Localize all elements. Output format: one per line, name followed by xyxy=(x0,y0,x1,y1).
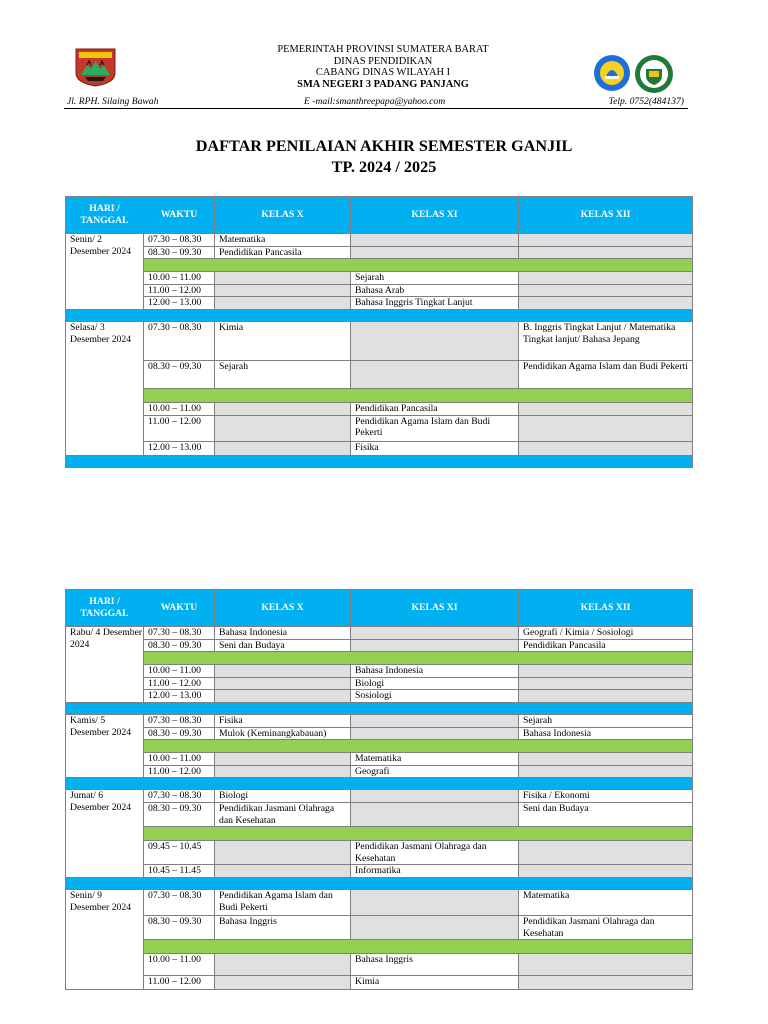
document-title: DAFTAR PENILAIAN AKHIR SEMESTER GANJIL xyxy=(195,137,573,155)
subject-cell-kelas-x: Biologi xyxy=(215,790,351,803)
day-separator-row xyxy=(66,778,693,790)
day-separator-cell xyxy=(66,702,693,714)
letterhead-line-branch: CABANG DINAS WILAYAH I xyxy=(315,67,451,79)
break-row xyxy=(66,388,693,402)
time-cell: 10.00 – 11.00 xyxy=(144,753,215,766)
subject-cell-kelas-xii: B. Inggris Tingkat Lanjut / Matematika Tingkat lanjut/ Bahasa Jepang xyxy=(519,321,693,360)
break-cell xyxy=(144,652,693,665)
header-kelas-xi: KELAS XI xyxy=(351,197,519,234)
time-cell: 11.00 – 12.00 xyxy=(144,415,215,441)
school-emblem-icon xyxy=(634,54,674,94)
letterhead-text xyxy=(188,44,578,90)
subject-cell-kelas-xii xyxy=(519,753,693,766)
day-date-cell: Selasa/ 3 Desember 2024 xyxy=(66,321,144,455)
time-cell: 10.00 – 11.00 xyxy=(144,272,215,285)
letterhead-phone: Telp. 0752(484137) xyxy=(608,96,684,107)
subject-cell-kelas-x: Bahasa Inggris xyxy=(215,915,351,939)
subject-cell-kelas-xi xyxy=(351,714,519,727)
day-separator-cell xyxy=(66,778,693,790)
break-cell xyxy=(144,740,693,753)
time-cell: 07.30 – 08.30 xyxy=(144,627,215,640)
subject-cell-kelas-xii xyxy=(519,677,693,690)
table-row xyxy=(66,865,693,878)
time-cell: 11.00 – 12.00 xyxy=(144,677,215,690)
subject-cell-kelas-x xyxy=(215,441,351,455)
time-cell: 08.30 – 09.30 xyxy=(144,727,215,740)
letterhead-line-province: PEMERINTAH PROVINSI SUMATERA BARAT xyxy=(277,44,489,55)
subject-cell-kelas-xi: Geografi xyxy=(351,765,519,778)
break-row xyxy=(66,827,693,841)
header-hari: HARI / TANGGAL xyxy=(66,590,144,627)
subject-cell-kelas-xii xyxy=(519,284,693,297)
subject-cell-kelas-x xyxy=(215,976,351,990)
subject-cell-kelas-xii xyxy=(519,976,693,990)
subject-cell-kelas-x xyxy=(215,865,351,878)
subject-cell-kelas-xi xyxy=(351,802,519,826)
subject-cell-kelas-xi: Sosiologi xyxy=(351,690,519,703)
time-cell: 07.30 – 08.30 xyxy=(144,714,215,727)
table-row xyxy=(66,677,693,690)
break-cell xyxy=(144,259,693,272)
time-cell: 11.00 – 12.00 xyxy=(144,976,215,990)
time-cell: 12.00 – 13.00 xyxy=(144,441,215,455)
time-cell: 07.30 – 08.30 xyxy=(144,790,215,803)
day-date-cell: Rabu/ 4 Desember 2024 xyxy=(66,627,144,703)
subject-cell-kelas-xi: Biologi xyxy=(351,677,519,690)
table-header-row xyxy=(66,590,693,627)
subject-cell-kelas-xii: Seni dan Budaya xyxy=(519,802,693,826)
subject-cell-kelas-xii: Pendidikan Agama Islam dan Budi Pekerti xyxy=(519,360,693,388)
subject-cell-kelas-xi xyxy=(351,246,519,259)
subject-cell-kelas-x: Kimia xyxy=(215,321,351,360)
table-row xyxy=(66,765,693,778)
subject-cell-kelas-xii: Bahasa Indonesia xyxy=(519,727,693,740)
time-cell: 08.30 – 09.30 xyxy=(144,915,215,939)
subject-cell-kelas-x xyxy=(215,841,351,865)
table-row xyxy=(66,441,693,455)
subject-cell-kelas-xii xyxy=(519,441,693,455)
time-cell: 10.00 – 11.00 xyxy=(144,402,215,415)
time-cell: 11.00 – 12.00 xyxy=(144,284,215,297)
day-date-cell: Senin/ 9 Desember 2024 xyxy=(66,889,144,989)
table-row xyxy=(66,321,693,360)
subject-cell-kelas-x: Pendidikan Agama Islam dan Budi Pekerti xyxy=(215,889,351,915)
subject-cell-kelas-xi xyxy=(351,234,519,247)
subject-cell-kelas-x: Pendidikan Pancasila xyxy=(215,246,351,259)
subject-cell-kelas-xi xyxy=(351,360,519,388)
table-header-row xyxy=(66,197,693,234)
document-subtitle: TP. 2024 / 2025 xyxy=(331,158,437,176)
day-separator-cell xyxy=(66,309,693,321)
table-row xyxy=(66,246,693,259)
letterhead-email: E -mail:smanthreepapa@yahoo.com xyxy=(304,96,446,107)
table-row xyxy=(66,297,693,310)
subject-cell-kelas-xi xyxy=(351,321,519,360)
table-row xyxy=(66,714,693,727)
letterhead-divider xyxy=(64,108,688,109)
subject-cell-kelas-xi xyxy=(351,790,519,803)
day-separator-row xyxy=(66,309,693,321)
subject-cell-kelas-xi xyxy=(351,889,519,915)
time-cell: 08.30 – 09.30 xyxy=(144,639,215,652)
header-waktu: WAKTU xyxy=(144,197,215,234)
subject-cell-kelas-xii xyxy=(519,234,693,247)
subject-cell-kelas-xi: Fisika xyxy=(351,441,519,455)
exam-schedule-table-2 xyxy=(65,589,693,990)
subject-cell-kelas-x: Pendidikan Jasmani Olahraga dan Kesehatan xyxy=(215,802,351,826)
header-kelas-xii: KELAS XII xyxy=(519,197,693,234)
table-row xyxy=(66,954,693,976)
header-kelas-x: KELAS X xyxy=(215,197,351,234)
subject-cell-kelas-xii xyxy=(519,690,693,703)
subject-cell-kelas-xii xyxy=(519,297,693,310)
table-row xyxy=(66,690,693,703)
time-cell: 12.00 – 13.00 xyxy=(144,690,215,703)
table-row xyxy=(66,802,693,826)
subject-cell-kelas-xi: Bahasa Inggris xyxy=(351,954,519,976)
table-row xyxy=(66,727,693,740)
subject-cell-kelas-xi: Bahasa Arab xyxy=(351,284,519,297)
subject-cell-kelas-x xyxy=(215,415,351,441)
province-emblem-icon xyxy=(73,47,118,87)
subject-cell-kelas-xii xyxy=(519,246,693,259)
subject-cell-kelas-xii xyxy=(519,765,693,778)
subject-cell-kelas-xi: Pendidikan Pancasila xyxy=(351,402,519,415)
subject-cell-kelas-x: Fisika xyxy=(215,714,351,727)
subject-cell-kelas-xii: Fisika / Ekonomi xyxy=(519,790,693,803)
break-cell xyxy=(144,827,693,841)
subject-cell-kelas-xii: Pendidikan Jasmani Olahraga dan Kesehatan xyxy=(519,915,693,939)
table-row xyxy=(66,234,693,247)
subject-cell-kelas-x xyxy=(215,690,351,703)
subject-cell-kelas-xii: Geografi / Kimia / Sosiologi xyxy=(519,627,693,640)
subject-cell-kelas-x: Mulok (Keminangkabauan) xyxy=(215,727,351,740)
subject-cell-kelas-x xyxy=(215,297,351,310)
subject-cell-kelas-xi xyxy=(351,627,519,640)
day-separator-row xyxy=(66,455,693,467)
subject-cell-kelas-xii xyxy=(519,415,693,441)
day-separator-row xyxy=(66,877,693,889)
header-kelas-x: KELAS X xyxy=(215,590,351,627)
day-separator-row xyxy=(66,702,693,714)
subject-cell-kelas-x xyxy=(215,284,351,297)
subject-cell-kelas-xii xyxy=(519,665,693,678)
table-row xyxy=(66,272,693,285)
table-row xyxy=(66,753,693,766)
subject-cell-kelas-xii xyxy=(519,954,693,976)
letterhead-address: Jl. RPH. Silaing Bawah xyxy=(67,96,159,107)
subject-cell-kelas-xii xyxy=(519,272,693,285)
table-row xyxy=(66,889,693,915)
day-date-cell: Jumat/ 6 Desember 2024 xyxy=(66,790,144,878)
subject-cell-kelas-x xyxy=(215,765,351,778)
subject-cell-kelas-x: Bahasa Indonesia xyxy=(215,627,351,640)
table-row xyxy=(66,841,693,865)
header-kelas-xii: KELAS XII xyxy=(519,590,693,627)
exam-schedule-table-1 xyxy=(65,196,693,468)
subject-cell-kelas-xii: Sejarah xyxy=(519,714,693,727)
table-row xyxy=(66,402,693,415)
break-row xyxy=(66,259,693,272)
time-cell: 08.30 – 09.30 xyxy=(144,246,215,259)
table-row xyxy=(66,360,693,388)
break-row xyxy=(66,652,693,665)
subject-cell-kelas-x: Seni dan Budaya xyxy=(215,639,351,652)
letterhead-line-office: DINAS PENDIDIKAN xyxy=(333,55,433,67)
time-cell: 07.30 – 08.30 xyxy=(144,234,215,247)
time-cell: 08.30 – 09.30 xyxy=(144,802,215,826)
break-cell xyxy=(144,940,693,954)
time-cell: 10.00 – 11.00 xyxy=(144,954,215,976)
subject-cell-kelas-xii xyxy=(519,402,693,415)
break-row xyxy=(66,740,693,753)
subject-cell-kelas-xi: Informatika xyxy=(351,865,519,878)
letterhead xyxy=(0,0,768,112)
subject-cell-kelas-xi xyxy=(351,727,519,740)
table-row xyxy=(66,915,693,939)
table-row xyxy=(66,284,693,297)
header-hari: HARI / TANGGAL xyxy=(66,197,144,234)
subject-cell-kelas-xi xyxy=(351,915,519,939)
time-cell: 09.45 – 10.45 xyxy=(144,841,215,865)
subject-cell-kelas-xi: Kimia xyxy=(351,976,519,990)
day-separator-cell xyxy=(66,877,693,889)
subject-cell-kelas-x xyxy=(215,954,351,976)
break-row xyxy=(66,940,693,954)
letterhead-school-name: SMA NEGERI 3 PADANG PANJANG xyxy=(297,78,469,90)
subject-cell-kelas-xi: Matematika xyxy=(351,753,519,766)
table-row xyxy=(66,790,693,803)
time-cell: 07.30 – 08.30 xyxy=(144,889,215,915)
time-cell: 10.45 – 11.45 xyxy=(144,865,215,878)
subject-cell-kelas-xii: Pendidikan Pancasila xyxy=(519,639,693,652)
subject-cell-kelas-xi: Pendidikan Agama Islam dan Budi Pekerti xyxy=(351,415,519,441)
subject-cell-kelas-xii xyxy=(519,865,693,878)
subject-cell-kelas-x: Matematika xyxy=(215,234,351,247)
break-cell xyxy=(144,388,693,402)
subject-cell-kelas-x xyxy=(215,753,351,766)
subject-cell-kelas-x xyxy=(215,402,351,415)
header-kelas-xi: KELAS XI xyxy=(351,590,519,627)
subject-cell-kelas-xi: Sejarah xyxy=(351,272,519,285)
day-separator-cell xyxy=(66,455,693,467)
subject-cell-kelas-xi: Bahasa Indonesia xyxy=(351,665,519,678)
day-date-cell: Senin/ 2 Desember 2024 xyxy=(66,234,144,310)
subject-cell-kelas-x xyxy=(215,272,351,285)
subject-cell-kelas-xii xyxy=(519,841,693,865)
subject-cell-kelas-x: Sejarah xyxy=(215,360,351,388)
table-row xyxy=(66,415,693,441)
subject-cell-kelas-x xyxy=(215,677,351,690)
table-row xyxy=(66,627,693,640)
day-date-cell: Kamis/ 5 Desember 2024 xyxy=(66,714,144,777)
table-row xyxy=(66,976,693,990)
table-row xyxy=(66,665,693,678)
tut-wuri-handayani-emblem-icon xyxy=(593,54,631,92)
subject-cell-kelas-xi: Pendidikan Jasmani Olahraga dan Kesehatan xyxy=(351,841,519,865)
time-cell: 10.00 – 11.00 xyxy=(144,665,215,678)
subject-cell-kelas-xii: Matematika xyxy=(519,889,693,915)
time-cell: 08.30 – 09.30 xyxy=(144,360,215,388)
time-cell: 11.00 – 12.00 xyxy=(144,765,215,778)
subject-cell-kelas-x xyxy=(215,665,351,678)
header-waktu: WAKTU xyxy=(144,590,215,627)
subject-cell-kelas-xi: Bahasa Inggris Tingkat Lanjut xyxy=(351,297,519,310)
table-row xyxy=(66,639,693,652)
time-cell: 07.30 – 08.30 xyxy=(144,321,215,360)
subject-cell-kelas-xi xyxy=(351,639,519,652)
time-cell: 12.00 – 13.00 xyxy=(144,297,215,310)
